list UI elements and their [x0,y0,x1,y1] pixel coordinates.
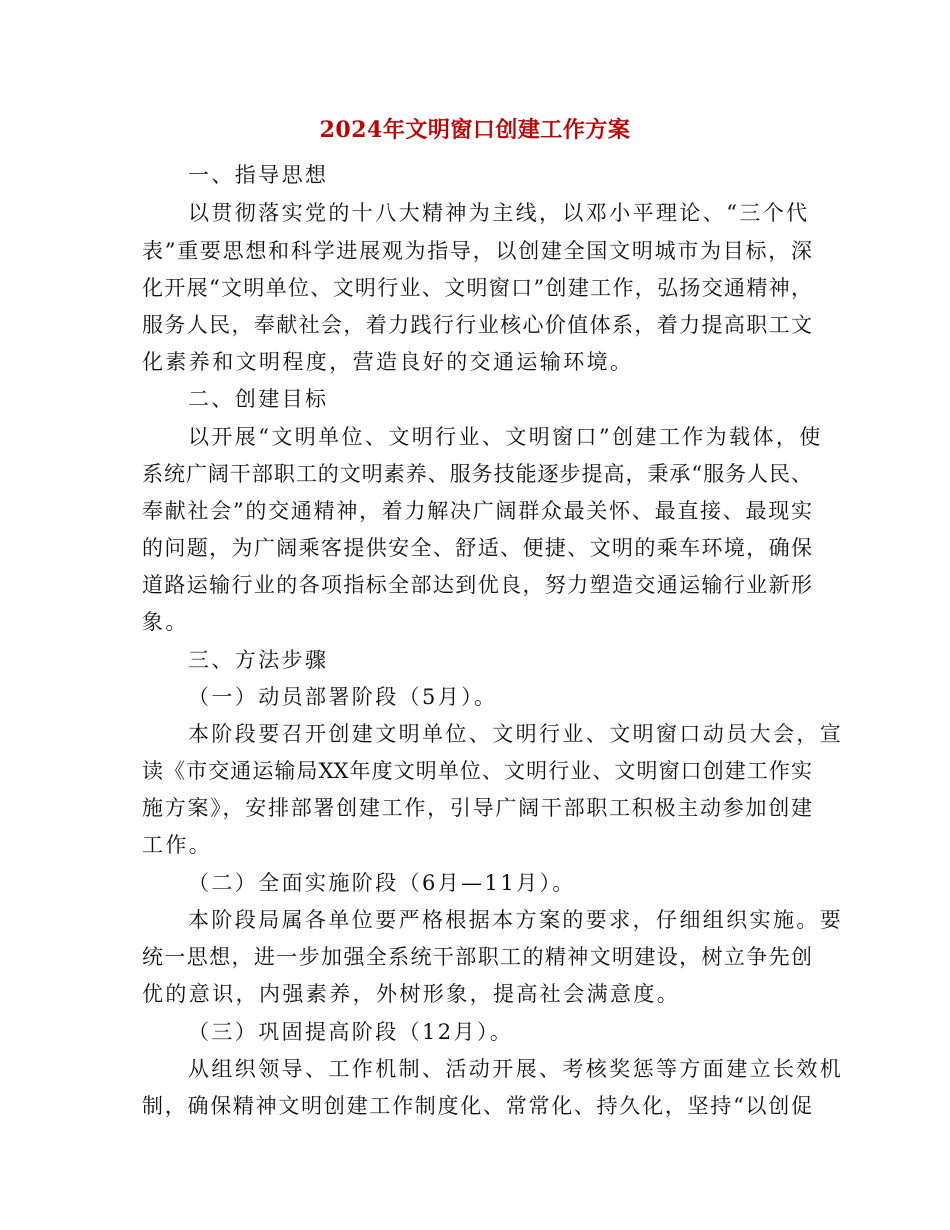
paragraph-line: 表”重要思想和科学进展观为指导，以创建全国文明城市为目标，深 [142,239,812,263]
paragraph-line: 统一思想，进一步加强全系统干部职工的精神文明建设，树立争先创 [142,945,812,969]
paragraph-line: 奉献社会”的交通精神，着力解决广阔群众最关怀、最直接、最现实 [142,499,812,523]
paragraph-line: 施方案》，安排部署创建工作，引导广阔干部职工积极主动参加创建 [142,796,812,820]
subsection-heading-phase-3: （三）巩固提高阶段（12月）。 [188,1020,514,1044]
paragraph-line: 化开展“文明单位、文明行业、文明窗口”创建工作，弘扬交通精神， [142,276,812,300]
paragraph-line: 本阶段要召开创建文明单位、文明行业、文明窗口动员大会，宣 [188,722,844,746]
section-heading-guiding-ideology: 一、指导思想 [188,163,329,187]
section-heading-goals: 二、创建目标 [188,387,329,411]
paragraph-line: 化素养和文明程度，营造良好的交通运输环境。 [142,350,634,374]
subsection-heading-phase-1: （一）动员部署阶段（5月）。 [188,685,498,709]
subsection-heading-phase-2: （二）全面实施阶段（6月—11月）。 [188,871,576,895]
paragraph-line: 本阶段局属各单位要严格根据本方案的要求，仔细组织实施。要 [188,908,844,932]
document-title: 2024年文明窗口创建工作方案 [319,117,631,143]
section-heading-steps: 三、方法步骤 [188,648,329,672]
paragraph-line: 工作。 [142,833,213,857]
paragraph-line: 制，确保精神文明创建工作制度化、常常化、持久化，坚持“以创促 [142,1094,812,1118]
paragraph-line: 道路运输行业的各项指标全部达到优良，努力塑造交通运输行业新形 [142,573,812,597]
paragraph-line: 象。 [142,610,189,634]
paragraph-line: 优的意识，内强素养，外树形象，提高社会满意度。 [142,982,681,1006]
paragraph-line: 从组织领导、工作机制、活动开展、考核奖惩等方面建立长效机 [188,1057,844,1081]
paragraph-line: 读《市交通运输局XX年度文明单位、文明行业、文明窗口创建工作实 [142,759,812,783]
paragraph-line: 的问题，为广阔乘客提供安全、舒适、便捷、文明的乘车环境，确保 [142,536,812,560]
paragraph-line: 服务人民，奉献社会，着力践行行业核心价值体系，着力提高职工文 [142,313,812,337]
paragraph-line: 以开展“文明单位、文明行业、文明窗口”创建工作为载体，使 [188,425,823,449]
paragraph-line: 系统广阔干部职工的文明素养、服务技能逐步提高，秉承“服务人民、 [142,462,812,486]
paragraph-line: 以贯彻落实党的十八大精神为主线，以邓小平理论、“三个代 [188,201,810,225]
